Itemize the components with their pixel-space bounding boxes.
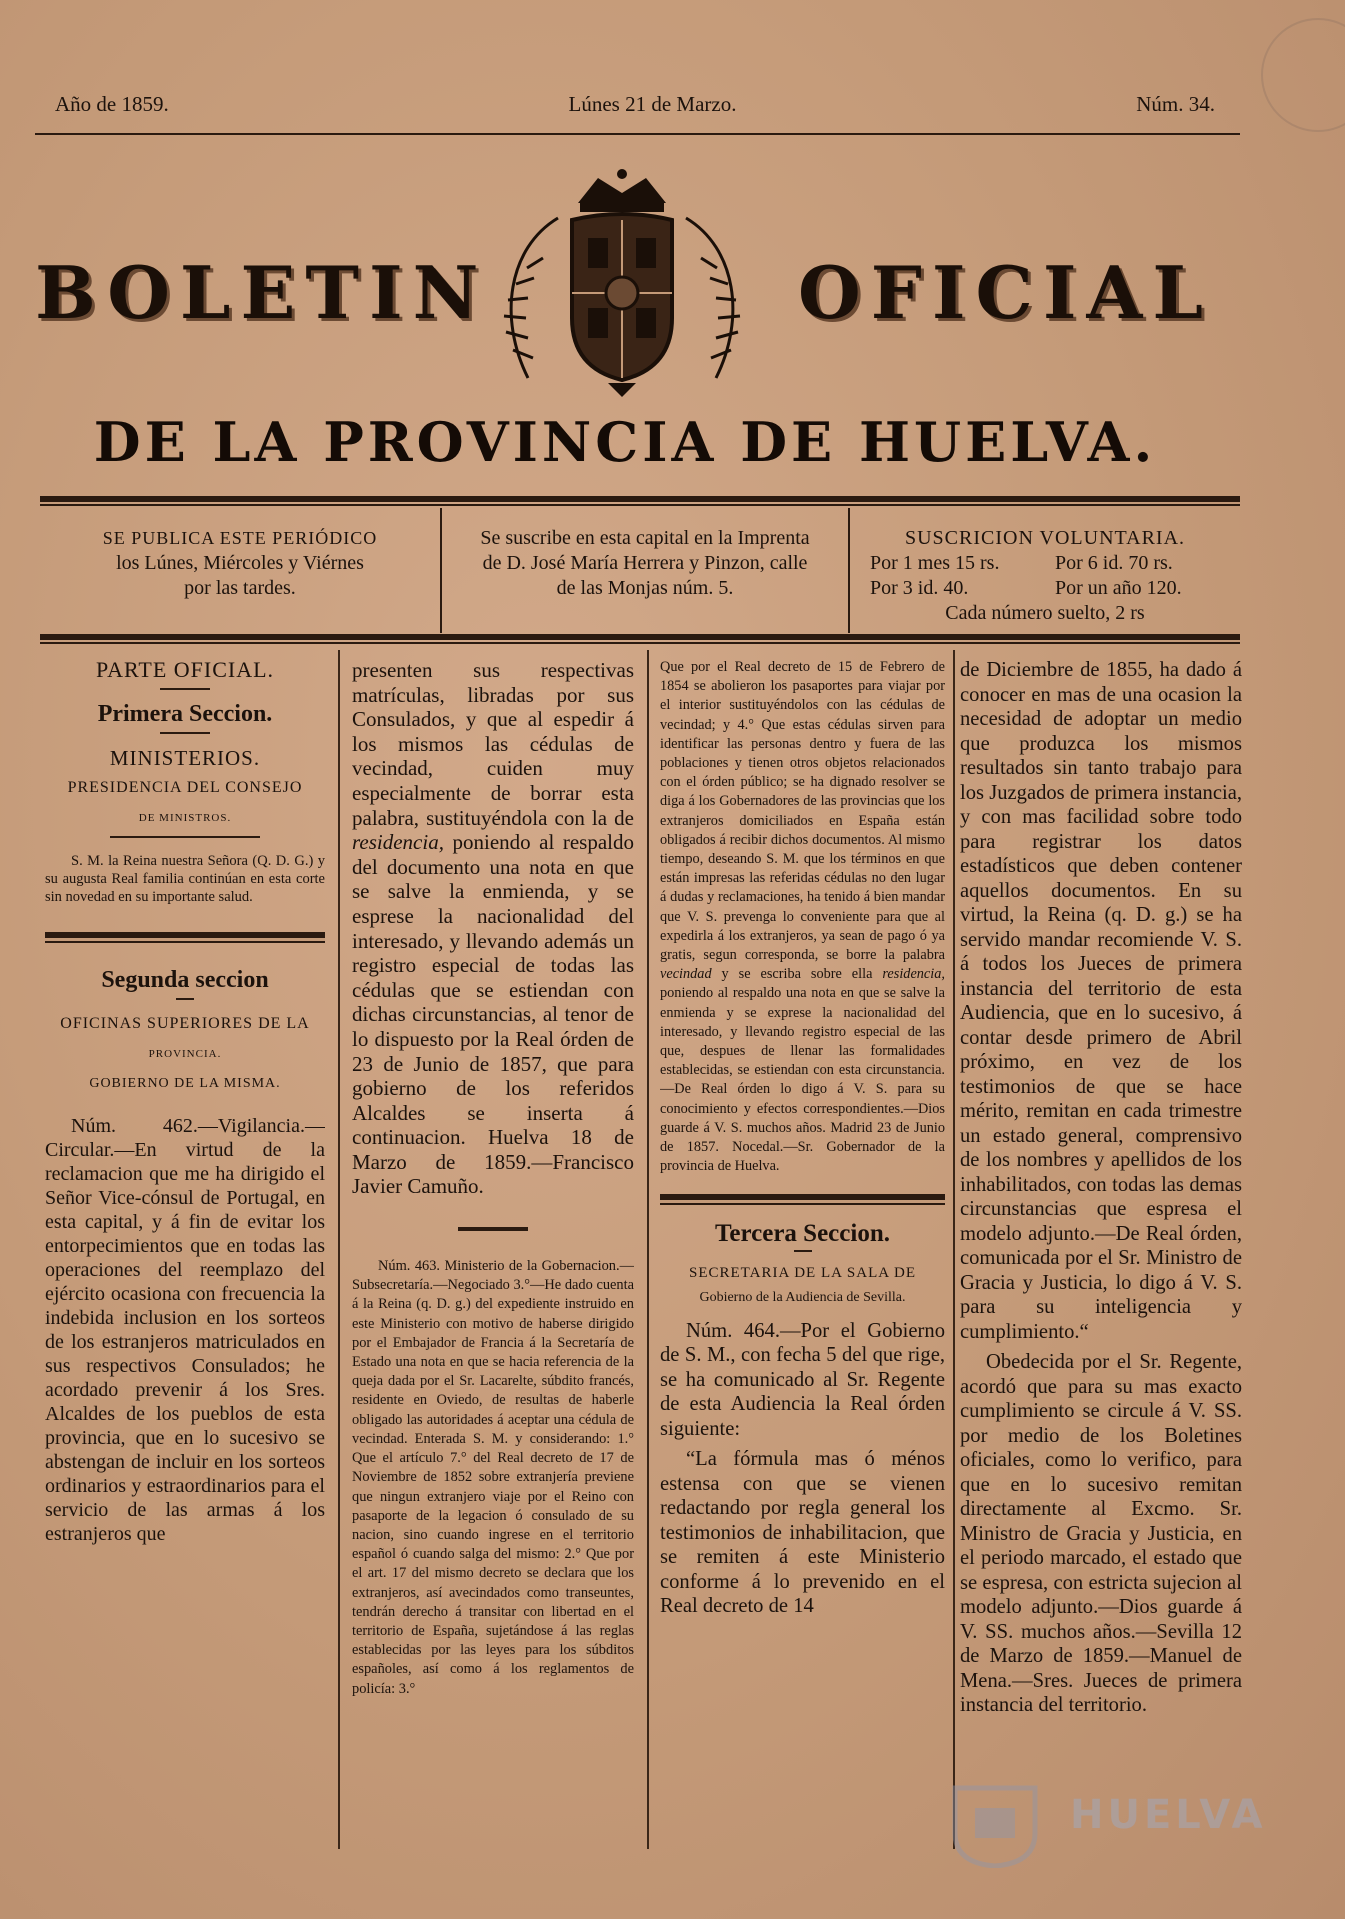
info-rule-thin bbox=[40, 642, 1240, 644]
column-1 bbox=[45, 658, 325, 1849]
column-divider-1 bbox=[338, 650, 340, 1849]
column-divider-3 bbox=[953, 650, 955, 1849]
masthead-title-left: BOLETIN bbox=[35, 250, 489, 335]
issue-number: Núm. 34. bbox=[1136, 92, 1215, 116]
masthead-title-right: OFICIAL bbox=[798, 250, 1213, 335]
publish-schedule bbox=[40, 508, 442, 633]
ornament-divider bbox=[794, 1250, 812, 1252]
tercera-seccion-heading: Tercera Seccion. bbox=[715, 1220, 890, 1248]
residencia-word-2: residencia, bbox=[882, 966, 945, 983]
secretaria-heading: SECRETARIA DE LA SALA DE bbox=[689, 1264, 916, 1281]
ornament-divider bbox=[160, 732, 210, 734]
issue-year: Año de 1859. bbox=[55, 92, 169, 116]
regente-circular: Obedecida por el Sr. Regente, acordó que para su mas exacto cumplimiento se circule á V. SS. por medio de los Boletines oficiales, como lo verifico, para que en lo sucesivo remitan directamente al Excmo. Sr. Ministro de Gracia y Justicia, en el periodo marcado, el estado que se espresa, con estricta sujecion al modelo adjunto.—Dios guarde á V. SS. muchos años.—Sevilla 12 de Marzo de 1859.—Manuel de Mena.—Sres. Jueces de primera instancia del territorio. bbox=[960, 1351, 1242, 1716]
article-462-text-1: presenten sus respectivas matrículas, libradas por sus Consulados, y que al espedir á los mismos las cédulas de vecindad, cuiden muy especialmente de borrar esta palabra, sustituyéndola con la de bbox=[352, 658, 634, 830]
column-divider-2 bbox=[647, 650, 649, 1849]
publish-line-3: por las tardes. bbox=[184, 577, 296, 599]
article-463-text-3: poniendo al respaldo una nota en que se salve la enmienda y se exprese la nacionalidad del interesado, y llevando registro especial de las que, despues de llenar las formalidades establecidas, se estiendan con esta circunstancia.—De Real órden lo digo á V. S. para su conocimiento y efectos correspondientes.—Dios guarde á V. S. muchos años. Madrid 23 de Junio de 1857. Nocedal.—Sr. Gobernador de la provincia de Huelva. bbox=[660, 985, 945, 1175]
provincia-heading: PROVINCIA. bbox=[148, 1048, 222, 1060]
price-1-month: Por 1 mes 15 rs. bbox=[870, 552, 1000, 574]
ministerios-heading: MINISTERIOS. bbox=[109, 746, 261, 770]
segunda-seccion-heading: Segunda seccion bbox=[101, 967, 269, 993]
coat-of-arms-icon bbox=[488, 168, 756, 400]
column-2 bbox=[352, 658, 634, 1849]
article-463-text-2: y se escriba sobre ella bbox=[721, 966, 873, 983]
library-stamp bbox=[1261, 18, 1345, 132]
price-6-months: Por 6 id. 70 rs. bbox=[1055, 552, 1173, 574]
real-orden-continued: de Diciembre de 1855, ha dado á conocer en mas de una ocasion la necesidad de adoptar un medio que produzca los mismos resultados sin tanto trabajo para los Juzgados de primera instancia, y con mas facilidad sobre todo para registrar los datos estadísticos que deben contener aquellos documentos. En su virtud, la Reina (q. D. g.) se ha servido mandar recomiende V. S. á todos los Jueces de primera instancia del territorio de esta Audiencia, que en lo sucesivo, á contar desde primero de Abril próximo, en vez de los testimonios de que se hace mérito, remitan en cada trimestre un estado general, comprensivo de los nombres y apellidos de los inhabilitados, con todas las demas circunstancias que espresa el modelo adjunto.—De Real órden, comunicada por el Sr. Ministro de Gracia y Justicia, lo digo á V. S. para su inteligencia y cumplimiento.“ bbox=[960, 659, 1242, 1343]
suscricion-title: SUSCRICION VOLUNTARIA. bbox=[904, 527, 1186, 549]
section-rule bbox=[45, 932, 325, 938]
masthead-rule-thin bbox=[40, 504, 1240, 506]
parte-oficial-heading: PARTE OFICIAL. bbox=[95, 658, 275, 682]
subscribe-location bbox=[442, 508, 850, 633]
masthead-subtitle: DE LA PROVINCIA DE HUELVA. bbox=[93, 410, 1157, 474]
price-3-months: Por 3 id. 40. bbox=[870, 577, 969, 599]
subscribe-line-3: de las Monjas núm. 5. bbox=[556, 577, 734, 599]
article-462-text-2: poniendo al respaldo del documento una nota en que se salve la enmienda, y se esprese la nacionalidad del interesado, y llevando además un registro especial de todas las cédulas que se estiendan con dichas circunstancias, al tenor de lo dispuesto por la Real órden de 23 de Junio de 1857, que para gobierno de los referidos Alcaldes se inserta á continuacion. Huelva 18 de Marzo de 1859.—Francisco Javier Camuño. bbox=[352, 830, 634, 1199]
presidencia-heading: PRESIDENCIA DEL CONSEJO bbox=[67, 779, 303, 796]
article-462: Núm. 462.—Vigilancia.—Circular.—En virtud de la reclamacion que me ha dirigido el Señor Vice-cónsul de Portugal, en esta capital, y á fin de evitar los entorpecimientos que en todas las operaciones del reemplazo del ejército ocasiona con frecuencia la indebida inclusion en los sorteos de los estranjeros matriculados en sus respectivos Consulados; he acordado prevenir á los Sres. Alcaldes de los pueblos de esta provincia, que en lo sucesivo se abstengan de incluir en los sorteos ordinarios y estraordinarios para el servicio de las armas á los estranjeros que bbox=[45, 1115, 325, 1545]
article-separator bbox=[458, 1227, 528, 1231]
column-3 bbox=[660, 658, 945, 1849]
masthead-rule-thick bbox=[40, 496, 1240, 502]
article-462-continued bbox=[352, 658, 634, 1199]
residencia-word: residencia, bbox=[352, 830, 444, 855]
gobierno-audiencia-heading: Gobierno de la Audiencia de Sevilla. bbox=[699, 1289, 906, 1305]
real-orden-quote: “La fórmula mas ó ménos estensa con que se vienen redactando por regla general los testimonios de inhabilitacion, que se remiten á este Ministerio conforme á lo prevenido en el Real decreto de 14 bbox=[660, 1448, 945, 1618]
article-464: Núm. 464.—Por el Gobierno de S. M., con fecha 5 del que rige, se ha comunicado al Sr. Regente de esta Audiencia la Real órden siguiente: bbox=[660, 1319, 945, 1440]
info-rule-thick bbox=[40, 634, 1240, 640]
header-line bbox=[55, 92, 1215, 117]
section-rule bbox=[660, 1194, 945, 1200]
article-463-continued bbox=[660, 658, 945, 1176]
oficinas-heading: OFICINAS SUPERIORES DE LA bbox=[60, 1015, 310, 1032]
subscribe-line-1: Se suscribe en esta capital en la Imprenta bbox=[480, 527, 810, 549]
publish-line-1: SE PUBLICA ESTE PERIÓDICO bbox=[102, 528, 378, 548]
ornament-divider bbox=[110, 836, 260, 838]
huelva-watermark: HUELVA bbox=[1070, 1792, 1267, 1838]
gobierno-heading: GOBIERNO DE LA MISMA. bbox=[89, 1076, 281, 1091]
ornament-divider bbox=[176, 998, 194, 1000]
article-463: Núm. 463. Ministerio de la Gobernacion.—Subsecretaría.—Negociado 3.°—He dado cuenta á la Reina (q. D. g.) del expediente instruido en este Ministerio con motivo de haberse dirigido por el Embajador de Francia á la Secretaría de Estado una nota en que se hacia referencia de la queja dada por el Sr. Lacarelte, súbdito francés, residente en Oviedo, de resultas de haberle obligado las autoridades á aceptar una cédula de vecindad. Enterada S. M. y considerando: 1.° Que el artículo 7.° del Real decreto de 17 de Noviembre de 1852 sobre extranjería previene que ningun extranjero viaje por el Reino con pasaporte de la legacion ó consulado de su nacion, sino cuando ingrese en el territorio español ó cuando salga del mismo: 2.° Que por el art. 17 del mismo decreto se declara que los extranjeros, así avecindados como transeuntes, tendrán derecho á transitar con libertad en el territorio de España, sujetándose á las reglas establecidas por las leyes para los súbditos españoles, así como á los reglamentos de policía: 3.° bbox=[352, 1258, 634, 1697]
huelva-shield-watermark-icon bbox=[945, 1778, 1045, 1868]
primera-seccion-heading: Primera Seccion. bbox=[97, 701, 273, 727]
publish-line-2: los Lúnes, Miércoles y Viérnes bbox=[116, 552, 364, 574]
subscribe-line-2: de D. José María Herrera y Pinzon, calle bbox=[482, 552, 808, 574]
ornament-divider bbox=[160, 688, 210, 690]
issue-date: Lúnes 21 de Marzo. bbox=[568, 92, 737, 116]
subscription-info bbox=[40, 508, 1240, 633]
article-463-text-1: Que por el Real decreto de 15 de Febrero de 1854 se abolieron los pasaportes para viajar por el interior sustituyéndolos con las cédulas de vecindad; y 4.° Que estas cédulas sirven para identificar las personas dentro y fuera de las poblaciones y tienen otros objetos relacionados con el órden público; se ha dignado resolver se diga á los Gobernadores de las provincias que los extranjeros domiciliados en España están obligados á recibir dichos documentos. Al mismo tiempo, deseando S. M. que los términos en que están impresas las referidas cédulas no den lugar á dudas y reclamaciones, ha tenido á bien mandar que V. S. prevenga lo conveniente para que al expedirla á los extranjeros, ya sean de pago ó ya gratis, segun corresponda, se borre la palabra bbox=[660, 659, 945, 964]
price-single-issue: Cada número suelto, 2 rs bbox=[945, 602, 1145, 624]
header-rule bbox=[35, 133, 1240, 135]
column-4 bbox=[960, 658, 1242, 1849]
royal-health-notice: S. M. la Reina nuestra Señora (Q. D. G.) y su augusta Real familia continúan en esta corte sin novedad en su importante salud. bbox=[45, 853, 325, 905]
price-1-year: Por un año 120. bbox=[1055, 577, 1182, 599]
subscription-prices bbox=[850, 508, 1240, 633]
vecindad-word: vecindad bbox=[660, 966, 712, 983]
de-ministros-heading: DE MINISTROS. bbox=[138, 812, 232, 824]
